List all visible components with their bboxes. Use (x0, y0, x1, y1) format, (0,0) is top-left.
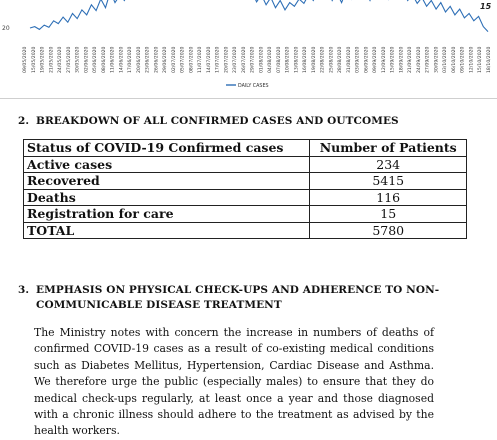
daily-cases-series-line (30, 0, 488, 32)
table-header-row (24, 140, 467, 157)
x-tick-label: 29/07/2020 (250, 46, 256, 73)
x-tick-label: 07/08/2020 (276, 46, 282, 73)
row-value: 234 (310, 156, 467, 173)
row-value: 116 (310, 189, 467, 206)
daily-cases-chart (0, 0, 497, 100)
x-tick-label: 04/08/2020 (268, 46, 274, 73)
x-tick-label: 26/07/2020 (241, 46, 247, 73)
x-tick-label: 17/07/2020 (215, 46, 221, 73)
row-value: 15 (310, 206, 467, 223)
row-value: 5415 (310, 173, 467, 190)
x-tick-label: 16/08/2020 (303, 46, 309, 73)
row-label: Deaths (24, 189, 310, 206)
x-tick-label: 14/06/2020 (119, 46, 125, 73)
x-tick-label: 17/06/2020 (128, 46, 134, 73)
x-tick-label: 12/10/2020 (469, 46, 475, 73)
x-tick-label: 19/08/2020 (311, 46, 317, 73)
x-tick-label: 10/08/2020 (285, 46, 291, 73)
row-label: Recovered (24, 173, 310, 190)
x-tick-label: 03/10/2020 (443, 46, 449, 73)
x-tick-label: 11/07/2020 (198, 46, 204, 73)
x-tick-label: 01/08/2020 (259, 46, 265, 73)
legend-label: DAILY CASES (238, 84, 269, 89)
row-label: Registration for care (24, 206, 310, 223)
x-tick-label: 23/07/2020 (233, 46, 239, 73)
table-row (24, 156, 467, 173)
x-tick-label: 05/07/2020 (180, 46, 186, 73)
section-3-title-line2: COMMUNICABLE DISEASE TREATMENT (36, 299, 282, 311)
header-status: Status of COVID-19 Confirmed cases (24, 140, 310, 157)
table-row (24, 189, 467, 206)
x-tick-label: 06/10/2020 (452, 46, 457, 73)
x-tick-label: 15/10/2020 (478, 46, 484, 73)
x-tick-label: 12/09/2020 (381, 46, 387, 73)
x-tick-label: 02/07/2020 (171, 46, 177, 73)
row-label: Active cases (24, 156, 310, 173)
row-label: TOTAL (24, 222, 310, 239)
x-tick-label: 25/08/2020 (329, 46, 335, 73)
x-tick-label: 24/05/2020 (58, 46, 63, 73)
last-value-label: 15 (480, 2, 492, 11)
x-tick-label: 30/05/2020 (75, 46, 81, 73)
x-tick-label: 06/09/2020 (364, 46, 370, 73)
table-row (24, 222, 467, 239)
table-row (24, 173, 467, 190)
x-tick-label: 15/05/2020 (31, 46, 37, 73)
x-tick-label: 23/06/2020 (145, 46, 151, 73)
x-tick-label: 11/06/2020 (110, 46, 116, 73)
x-tick-label: 22/08/2020 (320, 46, 326, 73)
x-tick-label: 31/08/2020 (346, 46, 352, 73)
x-tick-label: 14/07/2020 (206, 46, 212, 73)
table-row (24, 206, 467, 223)
x-tick-label: 05/06/2020 (93, 46, 98, 73)
x-tick-label: 28/08/2020 (338, 46, 344, 73)
section-3-heading (18, 283, 448, 313)
chart-svg (0, 0, 497, 100)
x-tick-label: 18/10/2020 (487, 46, 492, 73)
x-tick-label: 29/06/2020 (163, 46, 169, 73)
x-tick-label: 02/06/2020 (84, 46, 90, 73)
x-tick-label: 24/09/2020 (417, 46, 422, 73)
x-tick-label: 08/07/2020 (189, 46, 195, 73)
section-2-number: 2. (18, 115, 30, 127)
x-tick-label: 09/09/2020 (373, 46, 379, 73)
section-3-title-line1: EMPHASIS ON PHYSICAL CHECK-UPS AND ADHERENCE TO NON- (36, 284, 440, 296)
row-value: 5780 (310, 222, 467, 239)
x-tick-label: 21/05/2020 (49, 46, 55, 73)
x-tick-label: 09/05/2020 (23, 46, 28, 73)
x-tick-label: 19/05/2020 (40, 46, 46, 73)
x-tick-label: 20/07/2020 (224, 46, 230, 73)
x-tick-label: 18/09/2020 (399, 46, 405, 73)
section-2-heading (18, 114, 399, 129)
x-tick-label: 27/09/2020 (425, 46, 431, 73)
section-3-number: 3. (18, 284, 30, 296)
advisory-paragraph: The Ministry notes with concern the increase in numbers of deaths of confirmed COVID-19 cases as a result of co-existing medical conditions such as Diabetes Mellitus, Hypertension, Cardiac Disease and Asthma. We therefore urge the public (especially males) to ensure that they do medical check-ups regularly, at least once a year and those diagnosed with a chronic illness should adhere to the treatment as advised by the health workers. (34, 326, 434, 438)
x-tick-label: 09/10/2020 (460, 46, 466, 73)
x-tick-label: 03/09/2020 (355, 46, 361, 73)
x-tick-label: 30/09/2020 (434, 46, 440, 73)
divider (0, 98, 497, 99)
section-2-title: BREAKDOWN OF ALL CONFIRMED CASES AND OUTCOMES (36, 115, 399, 127)
x-tick-label: 26/06/2020 (154, 46, 160, 73)
x-tick-label: 20/06/2020 (136, 46, 142, 73)
x-tick-label: 13/08/2020 (294, 46, 300, 73)
cases-table (23, 139, 467, 239)
x-tick-label: 15/09/2020 (390, 46, 396, 73)
x-tick-label: 27/05/2020 (66, 46, 72, 73)
x-tick-label: 08/06/2020 (101, 46, 107, 73)
y-tick-label: 20 (2, 25, 10, 32)
x-tick-label: 21/09/2020 (408, 46, 414, 73)
header-number: Number of Patients (310, 140, 467, 157)
